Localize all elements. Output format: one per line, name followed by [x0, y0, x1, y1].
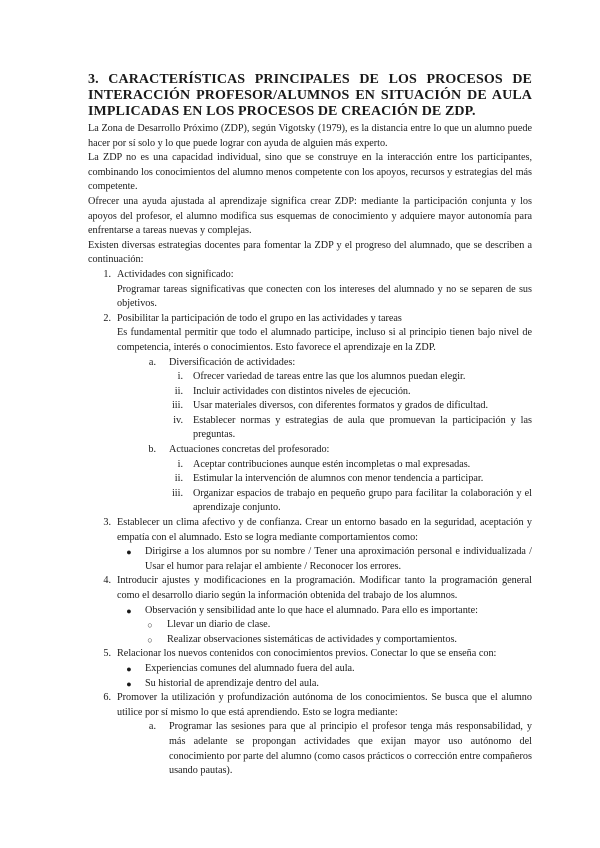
list-marker: a. — [148, 356, 156, 368]
item-text: Observación y sensibilidad ante lo que hace el alumnado. Para ello es importante: — [145, 604, 478, 616]
list-marker: a. — [148, 721, 156, 733]
list-marker: 1. — [103, 268, 111, 280]
list-item — [145, 618, 532, 633]
item-text: Estimular la intervención de alumnos con menor tendencia a participar. — [193, 473, 484, 485]
list-marker: i. — [177, 458, 183, 470]
list-item — [169, 487, 532, 516]
list-item — [144, 720, 532, 778]
list-marker: 3. — [103, 517, 111, 529]
list-item — [124, 545, 532, 574]
list-item — [124, 604, 532, 619]
circle-bullet-icon: ○ — [147, 634, 153, 645]
item-text: Establecer un clima afectivo y de confianza. Crear un entorno basado en la seguridad, aceptación y empatía con el alumnado. Esto se logra mediante comportamientos como: — [117, 517, 532, 543]
item-text: Aceptar contribuciones aunque estén incompletas o mal expresadas. — [193, 458, 471, 470]
item-title: Posibilitar la participación de todo el grupo en las actividades y tareas — [117, 312, 402, 324]
section-title: 3. CARACTERÍSTICAS PRINCIPALES DE LOS PROCESOS DE INTERACCIÓN PROFESOR/ALUMNOS EN SITUACIÓN DE AULA IMPLICADAS EN LOS PROCESOS DE CREACIÓN DE ZDP. — [88, 72, 532, 119]
item-text: Llevar un diario de clase. — [167, 619, 271, 631]
list-marker: i. — [177, 371, 183, 383]
item-text: Ofrecer variedad de tareas entre las que los alumnos puedan elegir. — [193, 371, 466, 383]
bullet-icon: ● — [126, 663, 132, 674]
item-text: Promover la utilización y profundización autónoma de los conocimientos. Se busca que el alumno utilice por sí mismo lo que está aprendiendo. Esto se logra mediante: — [117, 692, 532, 718]
paragraph-zdp-construction: La ZDP no es una capacidad individual, sino que se construye en la interacción entre los participantes, combinando los conocimientos del alumno menos competente con los apoyos, recursos y estrategias del más competente. — [88, 152, 532, 193]
bullet-icon: ● — [126, 678, 132, 689]
document-page — [88, 72, 532, 779]
list-marker: 4. — [103, 575, 111, 587]
list-item — [98, 647, 532, 662]
list-item — [124, 677, 532, 692]
paragraph-zdp-definition: La Zona de Desarrollo Próximo (ZDP), según Vigotsky (1979), es la distancia entre lo que un alumno puede hacer por sí solo y lo que puede lograr con ayuda de alguien más experto. — [88, 123, 532, 149]
list-item — [98, 516, 532, 545]
bullet-icon: ● — [126, 547, 132, 558]
list-item — [169, 399, 532, 414]
bullet-icon: ● — [126, 605, 132, 616]
list-marker: 6. — [103, 692, 111, 704]
list-item — [169, 414, 532, 443]
list-item — [144, 356, 532, 371]
list-item — [169, 370, 532, 385]
list-item — [98, 268, 532, 312]
item-text: Usar materiales diversos, con diferentes formatos y grados de dificultad. — [193, 400, 489, 412]
list-item — [169, 385, 532, 400]
list-item — [124, 662, 532, 677]
list-item — [98, 691, 532, 720]
list-marker: iii. — [171, 400, 183, 412]
list-marker: 2. — [103, 312, 111, 324]
item-text: Programar tareas significativas que conecten con los intereses del alumnado y no se separen de sus objetivos. — [117, 283, 532, 310]
strategies-list — [98, 268, 532, 779]
list-item — [98, 574, 532, 603]
item-text: Experiencias comunes del alumnado fuera del aula. — [145, 662, 355, 674]
paragraph-strategies-intro: Existen diversas estrategias docentes para fomentar la ZDP y el progreso del alumnado, que se describen a continuación: — [88, 239, 532, 266]
list-marker: iii. — [171, 487, 183, 499]
item-text: Establecer normas y estrategias de aula que promuevan la participación y las preguntas. — [193, 414, 532, 441]
list-marker: 5. — [103, 648, 111, 660]
list-marker: ii. — [174, 473, 183, 485]
list-marker: ii. — [174, 385, 183, 397]
list-item — [98, 312, 532, 356]
item-text: Organizar espacios de trabajo en pequeño grupo para facilitar la colaboración y el aprendizaje conjunto. — [193, 487, 532, 514]
circle-bullet-icon: ○ — [147, 620, 153, 631]
item-title: Diversificación de actividades: — [169, 356, 296, 368]
item-text: Su historial de aprendizaje dentro del aula. — [145, 677, 319, 689]
list-marker: iv. — [173, 414, 183, 426]
item-title: Actuaciones concretas del profesorado: — [169, 444, 330, 456]
item-text: Programar las sesiones para que al principio el profesor tenga más responsabilidad, y más adelante se propongan actividades que exijan mayor uso autónomo del conocimiento por parte del alumno (como casos prácticos o corrección entre compañeros usando pautas). — [169, 721, 532, 777]
list-marker: b. — [148, 444, 156, 456]
list-item — [145, 633, 532, 648]
item-text: Introducir ajustes y modificaciones en la programación. Modificar tanto la programación general como el desarrollo diario según la información obtenida del trabajo de los alumnos. — [117, 575, 532, 601]
paragraph-adjusted-help: Ofrecer una ayuda ajustada al aprendizaje significa crear ZDP: mediante la participación conjunta y los apoyos del profesor, el alumno modifica sus esquemas de conocimiento y adquiere mayor autonomía para enfrentarse a tareas nuevas y complejas. — [88, 195, 532, 237]
item-text: Incluir actividades con distintos niveles de ejecución. — [193, 385, 411, 397]
item-text: Dirigirse a los alumnos por su nombre / Tener una aproximación personal e individualizada / Usar el humor para relajar el ambiente / Reconocer los errores. — [145, 546, 532, 572]
item-title: Actividades con significado: — [117, 268, 234, 280]
list-item — [169, 472, 532, 487]
list-item — [144, 443, 532, 458]
list-item — [169, 458, 532, 473]
item-text: Realizar observaciones sistemáticas de actividades y comportamientos. — [167, 633, 457, 645]
item-text: Es fundamental permitir que todo el alumnado participe, incluso si al principio tienen bajo nivel de competencia, interés o conocimientos. Esto favorece el aprendizaje en la ZDP. — [117, 327, 532, 353]
item-text: Relacionar los nuevos contenidos con conocimientos previos. Conectar lo que se enseña con: — [117, 648, 497, 660]
